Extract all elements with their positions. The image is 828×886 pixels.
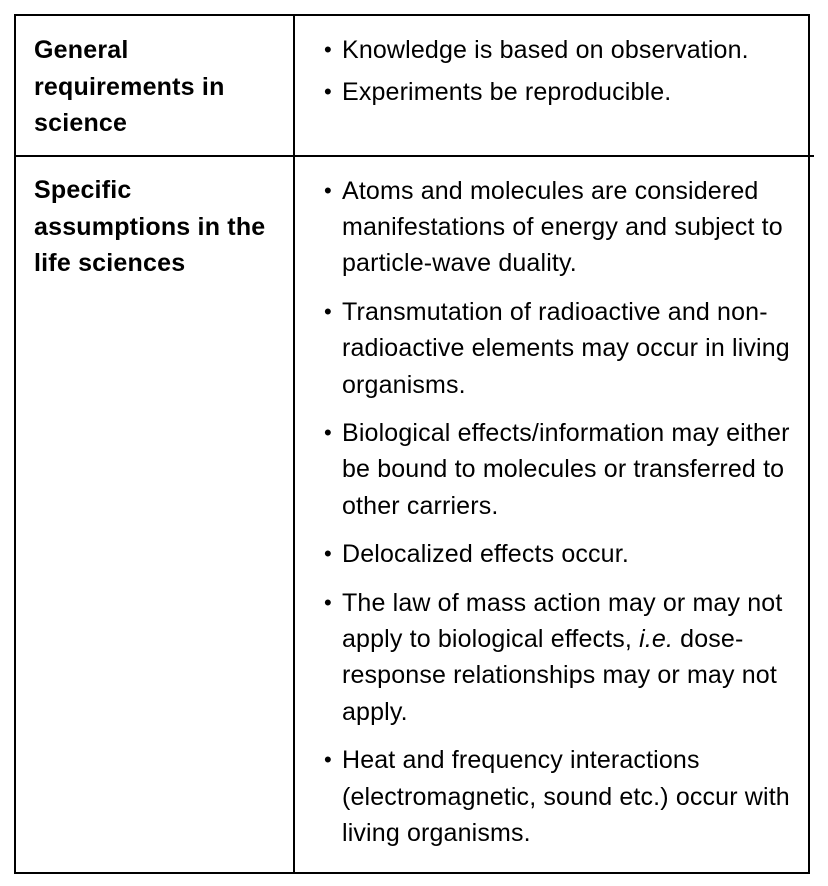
requirements-table [14,14,810,874]
list-item [324,32,808,68]
table-row-general [16,16,808,156]
list-item [324,742,808,851]
table-row-specific [16,156,808,872]
bullet-icon: • [324,541,332,567]
bullet-icon: • [324,37,332,62]
list-item-text: Heat and frequency interactions (electromagnetic, sound etc.) occur with living organisms. [342,746,790,847]
row-label-general: General requirements in science [34,36,225,137]
list-item-text: The law of mass action may or may not apply to biological effects, i.e. dose-response relationships may or may not apply. [342,589,783,726]
bullet-icon: • [324,178,332,203]
list-item-text: Delocalized effects occur. [342,540,629,569]
list-item [324,173,808,282]
general-requirements-list [324,32,808,116]
list-item-text: Atoms and molecules are considered manifestations of energy and subject to particle-wave duality. [342,177,783,278]
list-item-text: Transmutation of radioactive and non-radioactive elements may occur in living organisms. [342,298,790,399]
list-item [324,415,808,524]
list-item [324,585,808,730]
specific-assumptions-list [324,173,808,863]
bullet-icon: • [324,590,332,616]
bullet-icon: • [324,79,332,105]
bullet-icon: • [324,747,332,773]
list-item-text: Knowledge is based on observation. [342,36,749,64]
row-label-specific: Specific assumptions in the life sciences [34,176,266,277]
list-item-text: Experiments be reproducible. [342,78,672,107]
list-item [324,294,808,403]
bullet-icon: • [324,420,332,446]
bullet-icon: • [324,299,332,325]
list-item-text: Biological effects/information may either be bound to molecules or transferred to other carriers. [342,419,790,520]
list-item [324,74,808,110]
list-item [324,536,808,572]
